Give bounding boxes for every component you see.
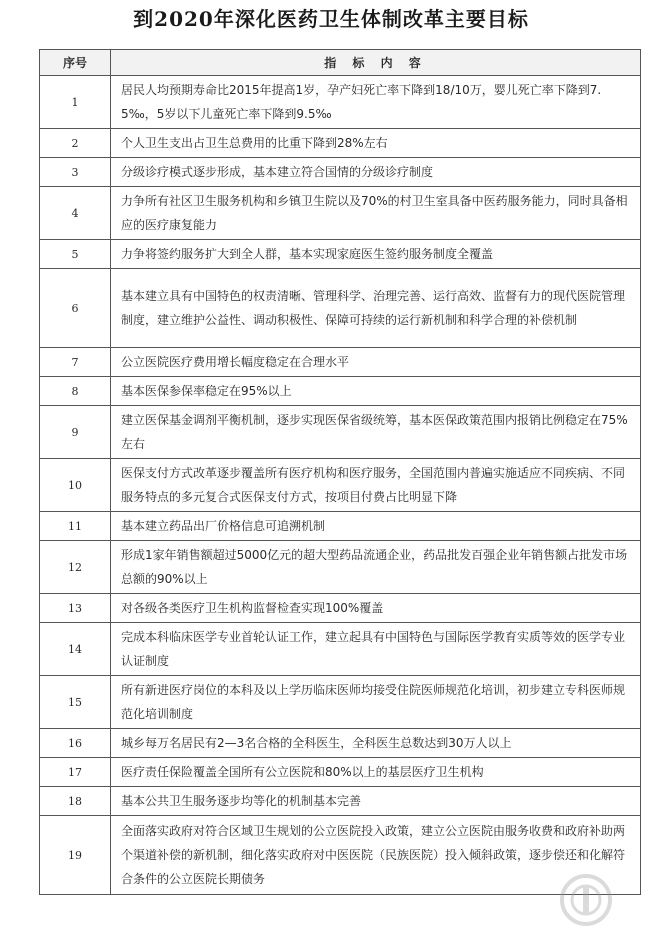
table-row <box>40 158 641 187</box>
table-row <box>40 240 641 269</box>
row-text: 所有新进医疗岗位的本科及以上学历临床医师均接受住院医师规范化培训，初步建立专科医师规范化培训制度 <box>111 676 641 729</box>
row-text: 居民人均预期寿命比2015年提高1岁，孕产妇死亡率下降到18/10万，婴儿死亡率下降到7.5‰，5岁以下儿童死亡率下降到9.5‰ <box>111 76 641 129</box>
header-serial-number: 序号 <box>40 50 111 76</box>
row-number: 8 <box>40 377 111 406</box>
row-number: 11 <box>40 512 111 541</box>
watermark-logo-icon <box>558 872 614 928</box>
row-text: 城乡每万名居民有2—3名合格的全科医生，全科医生总数达到30万人以上 <box>111 729 641 758</box>
table-row <box>40 594 641 623</box>
targets-table <box>39 49 641 895</box>
table-row <box>40 377 641 406</box>
row-text: 公立医院医疗费用增长幅度稳定在合理水平 <box>111 348 641 377</box>
table-row <box>40 459 641 512</box>
row-number: 15 <box>40 676 111 729</box>
row-number: 16 <box>40 729 111 758</box>
table-row <box>40 676 641 729</box>
row-text: 对各级各类医疗卫生机构监督检查实现100%覆盖 <box>111 594 641 623</box>
row-number: 12 <box>40 541 111 594</box>
table-row <box>40 348 641 377</box>
table-row <box>40 269 641 348</box>
row-text: 基本医保参保率稳定在95%以上 <box>111 377 641 406</box>
table-row <box>40 623 641 676</box>
page-title: 到2020年深化医药卫生体制改革主要目标 <box>133 7 529 31</box>
row-number: 9 <box>40 406 111 459</box>
row-text: 形成1家年销售额超过5000亿元的超大型药品流通企业，药品批发百强企业年销售额占批发市场总额的90%以上 <box>111 541 641 594</box>
table-row <box>40 541 641 594</box>
row-number: 19 <box>40 816 111 895</box>
row-text: 建立医保基金调剂平衡机制，逐步实现医保省级统筹，基本医保政策范围内报销比例稳定在75%左右 <box>111 406 641 459</box>
row-text: 基本建立药品出厂价格信息可追溯机制 <box>111 512 641 541</box>
table-row <box>40 787 641 816</box>
row-number: 10 <box>40 459 111 512</box>
table-row <box>40 76 641 129</box>
row-text: 医保支付方式改革逐步覆盖所有医疗机构和医疗服务，全国范围内普遍实施适应不同疾病、不同服务特点的多元复合式医保支付方式，按项目付费占比明显下降 <box>111 459 641 512</box>
row-number: 3 <box>40 158 111 187</box>
row-text: 个人卫生支出占卫生总费用的比重下降到28%左右 <box>111 129 641 158</box>
table-header-row <box>40 50 641 76</box>
table-row <box>40 816 641 895</box>
row-text: 医疗责任保险覆盖全国所有公立医院和80%以上的基层医疗卫生机构 <box>111 758 641 787</box>
row-number: 17 <box>40 758 111 787</box>
table-row <box>40 512 641 541</box>
row-text: 全面落实政府对符合区域卫生规划的公立医院投入政策，建立公立医院由服务收费和政府补助两个渠道补偿的新机制，细化落实政府对中医医院（民族医院）投入倾斜政策，逐步偿还和化解符合条件的公立医院长期债务 <box>111 816 641 895</box>
row-number: 4 <box>40 187 111 240</box>
table-row <box>40 129 641 158</box>
row-text: 力争所有社区卫生服务机构和乡镇卫生院以及70%的村卫生室具备中医药服务能力，同时具备相应的医疗康复能力 <box>111 187 641 240</box>
row-text: 基本建立具有中国特色的权责清晰、管理科学、治理完善、运行高效、监督有力的现代医院管理制度，建立维护公益性、调动积极性、保障可持续的运行新机制和科学合理的补偿机制 <box>111 269 641 348</box>
row-number: 7 <box>40 348 111 377</box>
row-number: 5 <box>40 240 111 269</box>
row-text: 完成本科临床医学专业首轮认证工作，建立起具有中国特色与国际医学教育实质等效的医学专业认证制度 <box>111 623 641 676</box>
table-row <box>40 758 641 787</box>
header-indicator-content: 指 标 内 容 <box>111 50 641 76</box>
table-row <box>40 187 641 240</box>
row-text: 分级诊疗模式逐步形成，基本建立符合国情的分级诊疗制度 <box>111 158 641 187</box>
row-text: 力争将签约服务扩大到全人群，基本实现家庭医生签约服务制度全覆盖 <box>111 240 641 269</box>
row-number: 18 <box>40 787 111 816</box>
row-number: 2 <box>40 129 111 158</box>
row-number: 14 <box>40 623 111 676</box>
row-number: 13 <box>40 594 111 623</box>
row-text: 基本公共卫生服务逐步均等化的机制基本完善 <box>111 787 641 816</box>
table-row <box>40 406 641 459</box>
row-number: 1 <box>40 76 111 129</box>
row-number: 6 <box>40 269 111 348</box>
table-row <box>40 729 641 758</box>
